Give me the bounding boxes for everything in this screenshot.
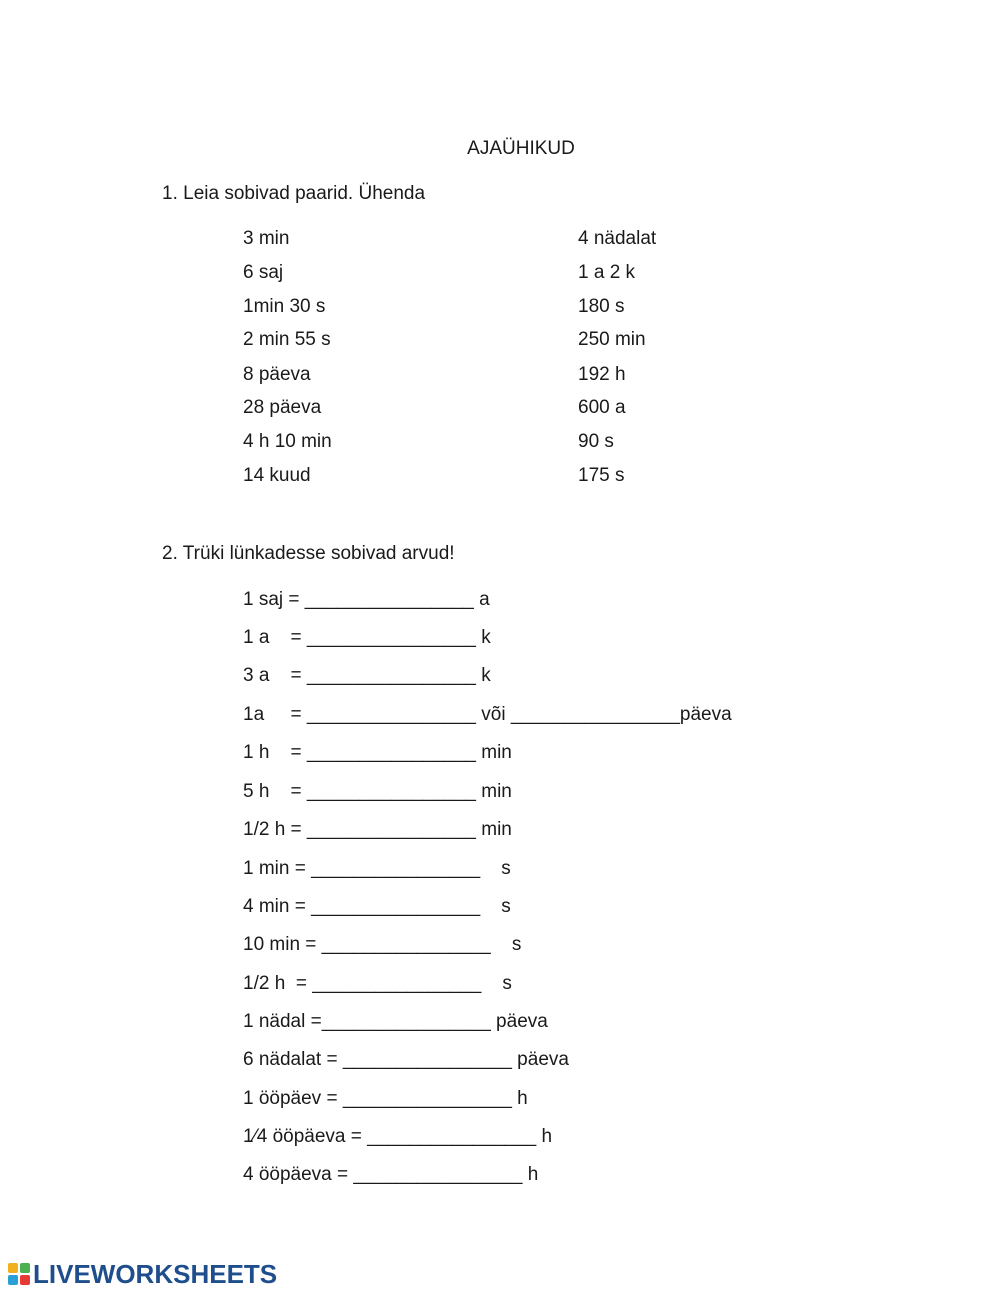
- logo-square: [20, 1263, 30, 1273]
- match-right-item: 175 s: [578, 465, 625, 486]
- fill-in-line[interactable]: 1 a = ________________ k: [243, 627, 491, 648]
- match-right-item: 4 nädalat: [578, 228, 657, 249]
- fill-in-line[interactable]: 6 nädalat = ________________ päeva: [243, 1049, 569, 1070]
- match-right-item: 192 h: [578, 364, 626, 385]
- fill-in-line[interactable]: 1 ööpäev = ________________ h: [243, 1088, 528, 1109]
- fill-in-line[interactable]: 1/2 h = ________________ min: [243, 819, 512, 840]
- worksheet-title: AJAÜHIKUD: [467, 138, 575, 159]
- match-left-item: 3 min: [243, 228, 290, 249]
- match-left-item: 2 min 55 s: [243, 329, 331, 350]
- liveworksheets-logo[interactable]: [8, 1261, 277, 1287]
- fill-in-line[interactable]: 1/2 h = ________________ s: [243, 973, 512, 994]
- logo-square: [8, 1275, 18, 1285]
- fill-in-line[interactable]: 1 saj = ________________ a: [243, 589, 490, 610]
- logo-text: LIVEWORKSHEETS: [33, 1259, 278, 1289]
- fill-in-line[interactable]: 1a = ________________ või ________________päeva: [243, 704, 732, 725]
- fill-in-line[interactable]: 1⁄4 ööpäeva = ________________ h: [243, 1126, 553, 1147]
- exercise-1-heading: 1. Leia sobivad paarid. Ühenda: [162, 183, 426, 204]
- fill-in-line[interactable]: 4 min = ________________ s: [243, 896, 511, 917]
- match-left-item: 1min 30 s: [243, 296, 326, 317]
- match-right-item: 180 s: [578, 296, 625, 317]
- exercise-2-heading: 2. Trüki lünkadesse sobivad arvud!: [162, 543, 455, 564]
- fill-in-line[interactable]: 1 h = ________________ min: [243, 742, 512, 763]
- match-left-item: 14 kuud: [243, 465, 311, 486]
- match-right-item: 1 a 2 k: [578, 262, 636, 283]
- match-left-item: 28 päeva: [243, 397, 322, 418]
- logo-square: [8, 1263, 18, 1273]
- match-right-item: 90 s: [578, 431, 614, 452]
- logo-square: [20, 1275, 30, 1285]
- fill-in-line[interactable]: 3 a = ________________ k: [243, 665, 491, 686]
- match-left-item: 8 päeva: [243, 364, 311, 385]
- match-left-item: 4 h 10 min: [243, 431, 332, 452]
- fill-in-line[interactable]: 1 nädal =________________ päeva: [243, 1011, 548, 1032]
- fill-in-line[interactable]: 10 min = ________________ s: [243, 934, 522, 955]
- fill-in-line[interactable]: 1 min = ________________ s: [243, 858, 511, 879]
- match-left-item: 6 saj: [243, 262, 284, 283]
- match-right-item: 250 min: [578, 329, 646, 350]
- fill-in-line[interactable]: 5 h = ________________ min: [243, 781, 512, 802]
- match-right-item: 600 a: [578, 397, 626, 418]
- fill-in-line[interactable]: 4 ööpäeva = ________________ h: [243, 1164, 539, 1185]
- logo-mark-icon: [8, 1263, 30, 1285]
